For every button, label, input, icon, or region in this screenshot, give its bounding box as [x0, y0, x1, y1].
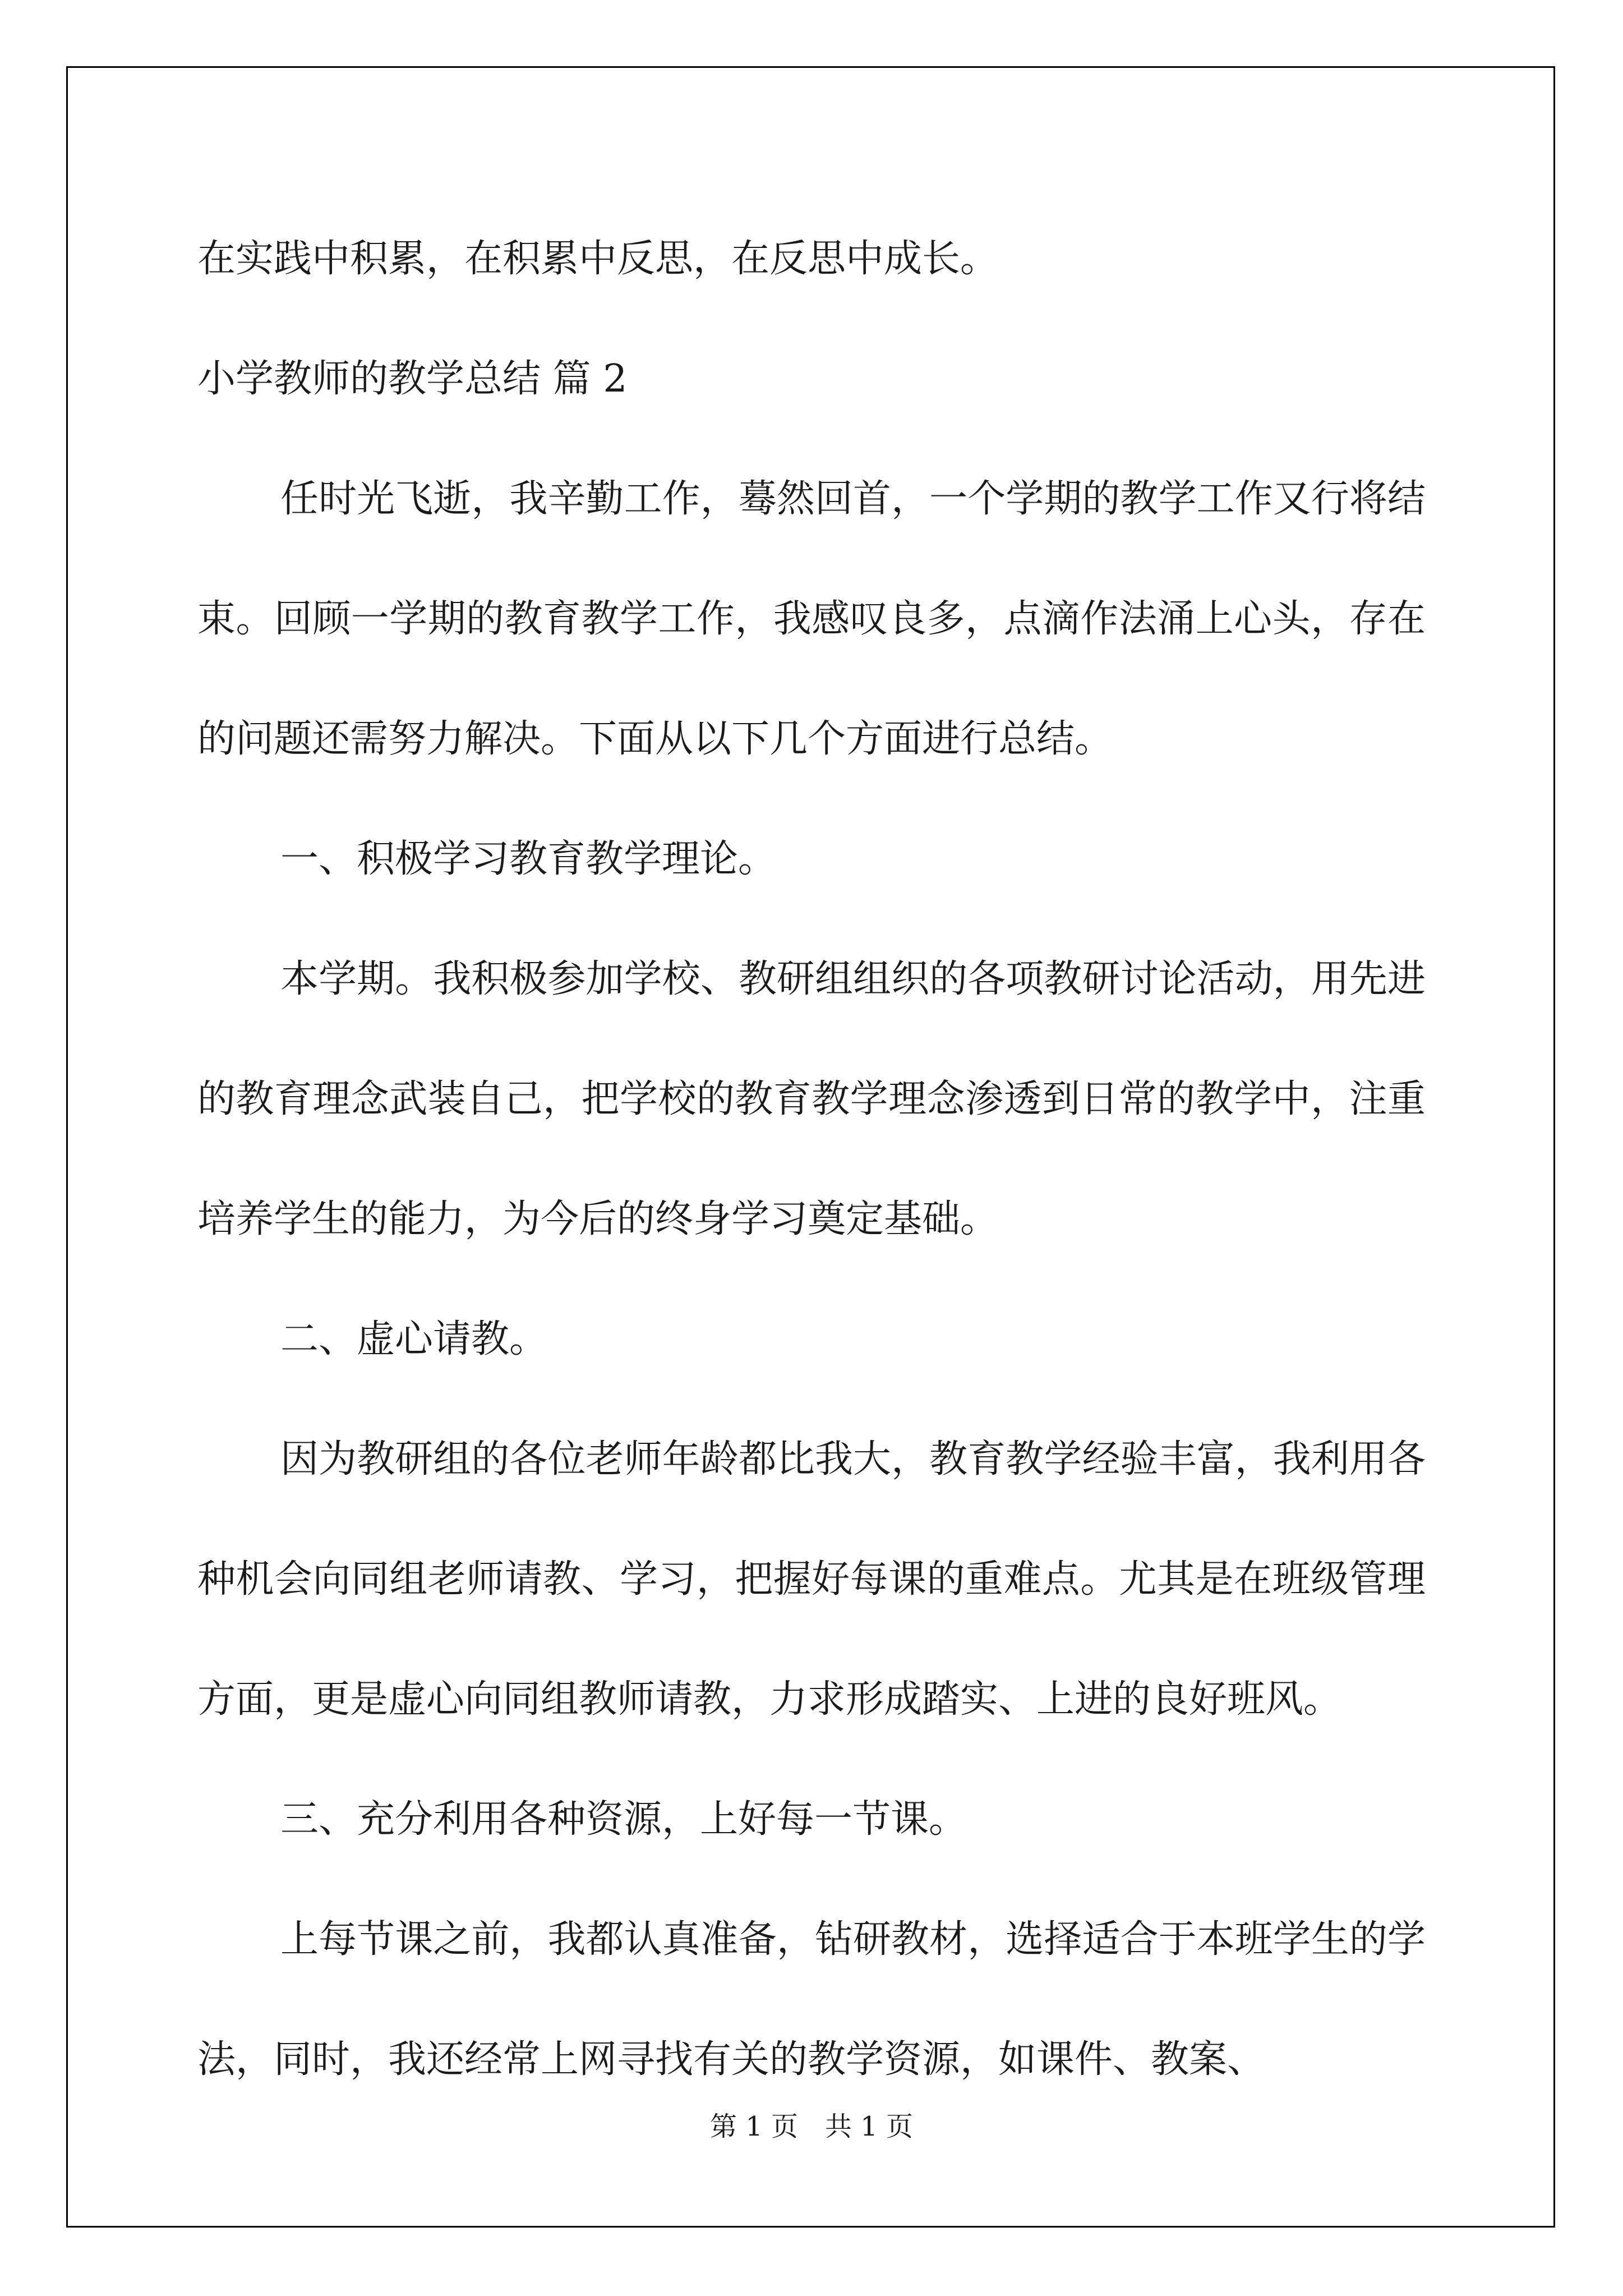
- paragraph: 本学期。我积极参加学校、教研组组织的各项教研讨论活动，用先进的教育理念武装自己，把学校的教育教学理念渗透到日常的教学中，注重培养学生的能力，为今后的终身学习奠定基础。: [197, 957, 1426, 1241]
- document-body: [197, 199, 1426, 2120]
- page-footer: 第 1 页 共 1 页: [709, 2111, 914, 2142]
- section-title: 小学教师的教学总结 篇 2: [197, 357, 628, 401]
- paragraph: 因为教研组的各位老师年龄都比我大，教育教学经验丰富，我利用各种机会向同组老师请教、学习，把握好每课的重难点。尤其是在班级管理方面，更是虚心向同组教师请教，力求形成踏实、上进的良好班风。: [197, 1437, 1426, 1722]
- paragraph: 上每节课之前，我都认真准备，钻研教材，选择适合于本班学生的学法，同时，我还经常上网寻找有关的教学资源，如课件、教案、: [197, 1917, 1426, 2082]
- heading-two: 二、虚心请教。: [280, 1317, 548, 1361]
- text-line: 在实践中积累，在积累中反思，在反思中成长。: [197, 237, 999, 281]
- paragraph: 任时光飞逝，我辛勤工作，蓦然回首，一个学期的教学工作又行将结束。回顾一学期的教育教学工作，我感叹良多，点滴作法涌上心头，存在的问题还需努力解决。下面从以下几个方面进行总结。: [197, 477, 1426, 761]
- heading-three: 三、充分利用各种资源，上好每一节课。: [280, 1797, 967, 1842]
- heading-one: 一、积极学习教育教学理论。: [280, 837, 777, 881]
